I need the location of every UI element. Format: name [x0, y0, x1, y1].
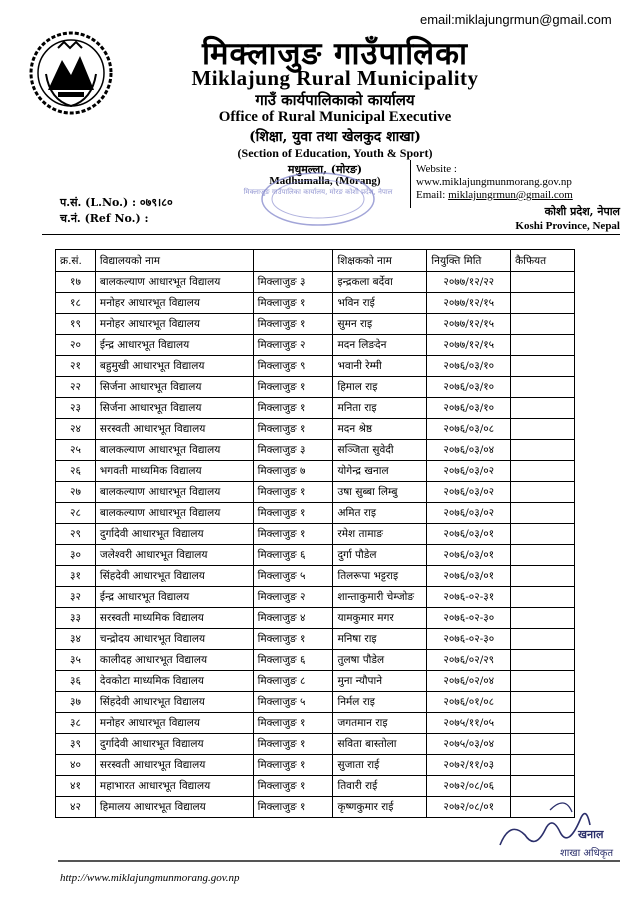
- ward-cell: मिक्लाजुङ ७: [253, 461, 333, 482]
- table-row: [56, 692, 575, 713]
- teacher-name-cell: तिवारी राई: [333, 776, 427, 797]
- remarks-cell: [511, 650, 575, 671]
- school-name-cell: सिंहदेवी आधारभूत विद्यालय: [95, 692, 253, 713]
- school-name-cell: बालकल्याण आधारभूत विद्यालय: [95, 440, 253, 461]
- address-en: Madhumalla, (Morang): [269, 175, 381, 187]
- serial-cell: ४०: [56, 755, 96, 776]
- school-name-cell: सरस्वती आधारभूत विद्यालय: [95, 755, 253, 776]
- ward-cell: मिक्लाजुङ १: [253, 734, 333, 755]
- table-row: [56, 272, 575, 293]
- table-row: [56, 734, 575, 755]
- appointment-date-cell: २०७६/०३/१०: [427, 377, 511, 398]
- province-en: Koshi Province, Nepal: [515, 220, 620, 232]
- remarks-cell: [511, 419, 575, 440]
- ward-cell: मिक्लाजुङ १: [253, 482, 333, 503]
- remarks-cell: [511, 587, 575, 608]
- ward-cell: मिक्लाजुङ १: [253, 314, 333, 335]
- government-emblem-icon: [28, 30, 114, 116]
- teacher-name-cell: मदन लिङदेन: [333, 335, 427, 356]
- appointment-date-cell: २०७६/०३/०२: [427, 461, 511, 482]
- remarks-cell: [511, 755, 575, 776]
- ward-cell: मिक्लाजुङ १: [253, 755, 333, 776]
- appointment-date-cell: २०७२/०८/०६: [427, 776, 511, 797]
- appointment-date-cell: २०७६/०३/०१: [427, 524, 511, 545]
- appointment-date-cell: २०७७/१२/१५: [427, 293, 511, 314]
- school-name-cell: ईन्द्र आधारभूत विद्यालय: [95, 335, 253, 356]
- school-name-cell: सरस्वती माध्यमिक विद्यालय: [95, 608, 253, 629]
- teacher-name-cell: भवानी रेम्मी: [333, 356, 427, 377]
- ward-cell: मिक्लाजुङ ६: [253, 650, 333, 671]
- remarks-cell: [511, 377, 575, 398]
- ward-cell: मिक्लाजुङ १: [253, 797, 333, 818]
- ward-cell: मिक्लाजुङ ९: [253, 356, 333, 377]
- teacher-name-cell: सुजाता राई: [333, 755, 427, 776]
- teacher-records-table: [55, 249, 575, 818]
- appointment-date-cell: २०७५/०३/०४: [427, 734, 511, 755]
- ward-cell: मिक्लाजुङ ३: [253, 440, 333, 461]
- header-teacher-name: शिक्षकको नाम: [333, 250, 427, 272]
- table-row: [56, 713, 575, 734]
- office-seal-icon: [243, 170, 393, 228]
- teacher-name-cell: अमित राइ: [333, 503, 427, 524]
- ward-cell: मिक्लाजुङ १: [253, 524, 333, 545]
- remarks-cell: [511, 461, 575, 482]
- remarks-cell: [511, 692, 575, 713]
- table-row: [56, 419, 575, 440]
- ward-cell: मिक्लाजुङ ६: [253, 545, 333, 566]
- school-name-cell: कालीदह आधारभूत विद्यालय: [95, 650, 253, 671]
- teacher-name-cell: सञ्जिता सुवेदी: [333, 440, 427, 461]
- section-title-np: (शिक्षा, युवा तथा खेलकुद शाखा): [249, 129, 421, 145]
- appointment-date-cell: २०७२/११/०३: [427, 755, 511, 776]
- remarks-cell: [511, 629, 575, 650]
- table-row: [56, 440, 575, 461]
- remarks-cell: [511, 293, 575, 314]
- teacher-name-cell: तिलरूपा भट्टराइ: [333, 566, 427, 587]
- table-row: [56, 461, 575, 482]
- table-row: [56, 398, 575, 419]
- school-name-cell: बालकल्याण आधारभूत विद्यालय: [95, 503, 253, 524]
- school-name-cell: महाभारत आधारभूत विद्यालय: [95, 776, 253, 797]
- serial-cell: ३२: [56, 587, 96, 608]
- ward-cell: मिक्लाजुङ २: [253, 587, 333, 608]
- serial-cell: ३५: [56, 650, 96, 671]
- ward-cell: मिक्लाजुङ ५: [253, 692, 333, 713]
- table-row: [56, 545, 575, 566]
- teacher-name-cell: यामकुमार मगर: [333, 608, 427, 629]
- appointment-date-cell: २०७६/०१/०८: [427, 692, 511, 713]
- appointment-date-cell: २०७६-०२-३०: [427, 608, 511, 629]
- website-label: Website :: [416, 163, 457, 175]
- appointment-date-cell: २०७७/१२/२२: [427, 272, 511, 293]
- school-name-cell: बालकल्याण आधारभूत विद्यालय: [95, 272, 253, 293]
- table-row: [56, 482, 575, 503]
- header-appointment-date: नियुक्ति मिति: [427, 250, 511, 272]
- table-row: [56, 293, 575, 314]
- ward-cell: मिक्लाजुङ १: [253, 776, 333, 797]
- table-row: [56, 671, 575, 692]
- header-email: email:miklajungrmun@gmail.com: [420, 12, 612, 27]
- serial-cell: ३६: [56, 671, 96, 692]
- remarks-cell: [511, 272, 575, 293]
- table-row: [56, 524, 575, 545]
- school-name-cell: मनोहर आधारभूत विद्यालय: [95, 314, 253, 335]
- remarks-cell: [511, 545, 575, 566]
- remarks-cell: [511, 482, 575, 503]
- teacher-name-cell: जगतमान राइ: [333, 713, 427, 734]
- ward-cell: मिक्लाजुङ ३: [253, 272, 333, 293]
- teacher-name-cell: रमेश तामाङ: [333, 524, 427, 545]
- teacher-name-cell: शान्ताकुमारी चेम्जोङ: [333, 587, 427, 608]
- appointment-date-cell: २०७६/०२/२९: [427, 650, 511, 671]
- table-row: [56, 608, 575, 629]
- email-label: Email:: [416, 189, 446, 201]
- appointment-date-cell: २०७५/११/०५: [427, 713, 511, 734]
- serial-cell: २२: [56, 377, 96, 398]
- header-remarks: कैफियत: [511, 250, 575, 272]
- serial-cell: २१: [56, 356, 96, 377]
- teacher-name-cell: तुलषा पौडेल: [333, 650, 427, 671]
- address-np: मधुमल्ला, (मोरङ): [287, 163, 363, 176]
- serial-cell: २५: [56, 440, 96, 461]
- table-row: [56, 356, 575, 377]
- municipality-title-en: Miklajung Rural Municipality: [191, 66, 479, 90]
- table-row: [56, 377, 575, 398]
- appointment-date-cell: २०७६/०२/०४: [427, 671, 511, 692]
- serial-cell: ३८: [56, 713, 96, 734]
- header-divider: [410, 160, 411, 208]
- appointment-date-cell: २०७६-०२-३०: [427, 629, 511, 650]
- serial-cell: ३७: [56, 692, 96, 713]
- table-row: [56, 650, 575, 671]
- school-name-cell: सिर्जना आधारभूत विद्यालय: [95, 398, 253, 419]
- website-link[interactable]: www.miklajungmunmorang.gov.np: [416, 176, 572, 188]
- section-title-en: (Section of Education, Youth & Sport): [237, 146, 433, 160]
- school-name-cell: सिंहदेवी आधारभूत विद्यालय: [95, 566, 253, 587]
- ward-cell: मिक्लाजुङ १: [253, 629, 333, 650]
- school-name-cell: बालकल्याण आधारभूत विद्यालय: [95, 482, 253, 503]
- ward-cell: मिक्लाजुङ १: [253, 398, 333, 419]
- school-name-cell: बहुमुखी आधारभूत विद्यालय: [95, 356, 253, 377]
- appointment-date-cell: २०७७/१२/१५: [427, 314, 511, 335]
- remarks-cell: [511, 398, 575, 419]
- office-title-np: गाउँ कार्यपालिकाको कार्यालय: [255, 91, 415, 109]
- header-rule: [42, 234, 620, 235]
- stamp-text: मिक्लाजुङ गाउँपालिका कार्यालय, मोरङ कोशी प्रदेश, नेपाल: [243, 188, 393, 196]
- remarks-cell: [511, 440, 575, 461]
- serial-cell: ३४: [56, 629, 96, 650]
- teacher-name-cell: सुमन राइ: [333, 314, 427, 335]
- appointment-date-cell: २०७२/०८/०१: [427, 797, 511, 818]
- remarks-cell: [511, 566, 575, 587]
- appointment-date-cell: २०७७/१२/१५: [427, 335, 511, 356]
- remarks-cell: [511, 734, 575, 755]
- ward-cell: मिक्लाजुङ १: [253, 419, 333, 440]
- table-row: [56, 503, 575, 524]
- ward-cell: मिक्लाजुङ १: [253, 293, 333, 314]
- teacher-name-cell: सविता बास्तोला: [333, 734, 427, 755]
- teacher-name-cell: दुर्गा पौडेल: [333, 545, 427, 566]
- remarks-cell: [511, 524, 575, 545]
- teacher-name-cell: निर्मल राइ: [333, 692, 427, 713]
- teacher-name-cell: मदन श्रेष्ठ: [333, 419, 427, 440]
- teacher-name-cell: मनिषा राइ: [333, 629, 427, 650]
- ward-cell: मिक्लाजुङ १: [253, 713, 333, 734]
- ward-cell: मिक्लाजुङ ८: [253, 671, 333, 692]
- remarks-cell: [511, 335, 575, 356]
- serial-cell: ४१: [56, 776, 96, 797]
- serial-cell: ३३: [56, 608, 96, 629]
- province-np: कोशी प्रदेश, नेपाल: [544, 205, 620, 218]
- school-name-cell: भगवती माध्यमिक विद्यालय: [95, 461, 253, 482]
- remarks-cell: [511, 503, 575, 524]
- footer-website-link[interactable]: http://www.miklajungmunmorang.gov.np: [60, 872, 240, 884]
- table-header-row: [56, 250, 575, 272]
- ward-cell: मिक्लाजुङ १: [253, 503, 333, 524]
- table-row: [56, 335, 575, 356]
- header-school-name: विद्यालयको नाम: [95, 250, 253, 272]
- teacher-name-cell: उषा सुब्बा लिम्बु: [333, 482, 427, 503]
- ward-cell: मिक्लाजुङ १: [253, 377, 333, 398]
- appointment-date-cell: २०७६/०३/०१: [427, 545, 511, 566]
- school-name-cell: जलेश्वरी आधारभूत विद्यालय: [95, 545, 253, 566]
- serial-cell: ३१: [56, 566, 96, 587]
- serial-cell: २६: [56, 461, 96, 482]
- handwritten-signature-icon: [490, 790, 640, 870]
- office-title-en: Office of Rural Municipal Executive: [218, 109, 452, 125]
- serial-cell: २४: [56, 419, 96, 440]
- signature-title: शाखा अधिकृत: [560, 848, 614, 859]
- appointment-date-cell: २०७६/०३/०८: [427, 419, 511, 440]
- serial-cell: ३०: [56, 545, 96, 566]
- ward-cell: मिक्लाजुङ ४: [253, 608, 333, 629]
- remarks-cell: [511, 314, 575, 335]
- signature-name: खनाल: [578, 828, 604, 841]
- appointment-date-cell: २०७६-०२-३१: [427, 587, 511, 608]
- email-link[interactable]: miklajungrmun@gmail.com: [448, 189, 573, 201]
- appointment-date-cell: २०७६/०३/१०: [427, 356, 511, 377]
- municipality-title-np: मिक्लाजुङ गाउँपालिका: [201, 36, 469, 72]
- school-name-cell: चन्द्रोदय आधारभूत विद्यालय: [95, 629, 253, 650]
- teacher-name-cell: मनिता राइ: [333, 398, 427, 419]
- school-name-cell: हिमालय आधारभूत विद्यालय: [95, 797, 253, 818]
- serial-cell: ४२: [56, 797, 96, 818]
- school-name-cell: मनोहर आधारभूत विद्यालय: [95, 713, 253, 734]
- teacher-name-cell: मुना न्यौपाने: [333, 671, 427, 692]
- serial-cell: २९: [56, 524, 96, 545]
- remarks-cell: [511, 713, 575, 734]
- appointment-date-cell: २०७६/०३/१०: [427, 398, 511, 419]
- serial-cell: १७: [56, 272, 96, 293]
- serial-cell: १८: [56, 293, 96, 314]
- appointment-date-cell: २०७६/०३/०१: [427, 566, 511, 587]
- serial-cell: २८: [56, 503, 96, 524]
- table-row: [56, 755, 575, 776]
- header-serial: क्र.सं.: [56, 250, 96, 272]
- school-name-cell: मनोहर आधारभूत विद्यालय: [95, 293, 253, 314]
- serial-cell: २०: [56, 335, 96, 356]
- table-row: [56, 587, 575, 608]
- serial-cell: ३९: [56, 734, 96, 755]
- ward-cell: मिक्लाजुङ ५: [253, 566, 333, 587]
- ward-cell: मिक्लाजुङ २: [253, 335, 333, 356]
- school-name-cell: ईन्द्र आधारभूत विद्यालय: [95, 587, 253, 608]
- teacher-name-cell: हिमाल राइ: [333, 377, 427, 398]
- header-ward: [253, 250, 333, 272]
- teacher-name-cell: भविन राई: [333, 293, 427, 314]
- serial-cell: २७: [56, 482, 96, 503]
- table-row: [56, 314, 575, 335]
- appointment-date-cell: २०७६/०३/०२: [427, 482, 511, 503]
- serial-cell: १९: [56, 314, 96, 335]
- appointment-date-cell: २०७६/०३/०४: [427, 440, 511, 461]
- remarks-cell: [511, 356, 575, 377]
- appointment-date-cell: २०७६/०३/०२: [427, 503, 511, 524]
- remarks-cell: [511, 608, 575, 629]
- school-name-cell: सिर्जना आधारभूत विद्यालय: [95, 377, 253, 398]
- table-row: [56, 566, 575, 587]
- teacher-name-cell: इन्द्रकला बर्देवा: [333, 272, 427, 293]
- table-row: [56, 629, 575, 650]
- reference-number: च.नं. (Ref No.) :: [60, 212, 149, 225]
- school-name-cell: देवकोटा माध्यमिक विद्यालय: [95, 671, 253, 692]
- remarks-cell: [511, 671, 575, 692]
- school-name-cell: सरस्वती आधारभूत विद्यालय: [95, 419, 253, 440]
- school-name-cell: दुर्गादेवी आधारभूत विद्यालय: [95, 734, 253, 755]
- letter-number: प.सं. (L.No.) : ०७९।८०: [60, 196, 173, 209]
- school-name-cell: दुर्गादेवी आधारभूत विद्यालय: [95, 524, 253, 545]
- serial-cell: २३: [56, 398, 96, 419]
- contact-email: [416, 189, 573, 201]
- footer-rule: [58, 860, 620, 862]
- teacher-name-cell: योगेन्द्र खनाल: [333, 461, 427, 482]
- teacher-name-cell: कृष्णकुमार राई: [333, 797, 427, 818]
